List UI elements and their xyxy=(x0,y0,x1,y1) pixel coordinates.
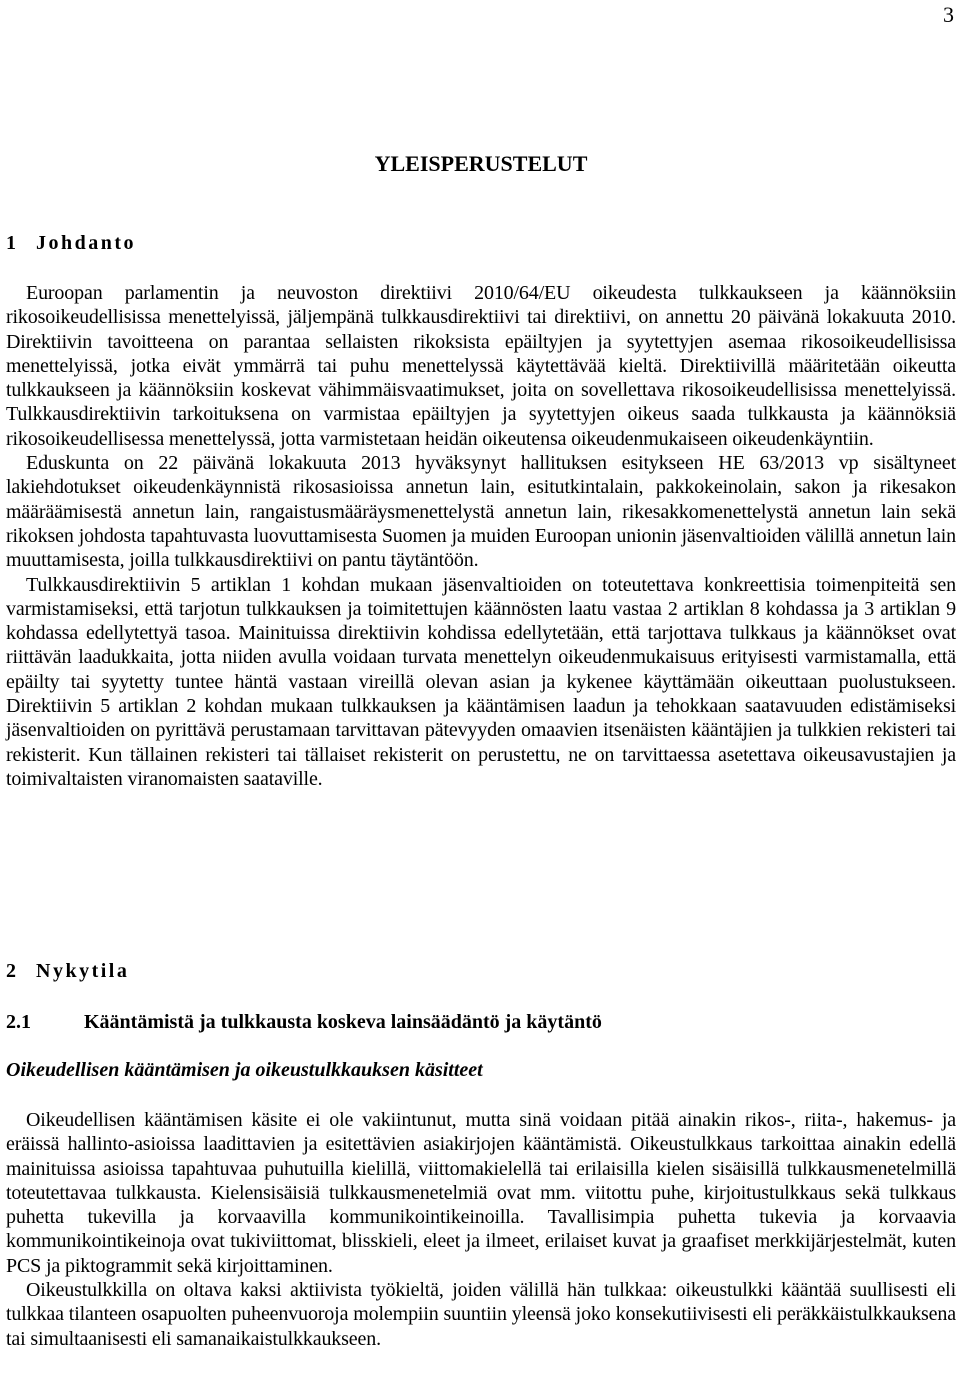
subsection-heading xyxy=(6,1009,602,1035)
paragraph: Tulkkausdirektiivin 5 artiklan 1 kohdan mukaan jäsenvaltioiden on toteutettava konkreettisia toimenpiteitä sen varmistamiseksi, että tarjotun tulkkauksen ja toimitettujen käännösten laatu vastaa 2 artiklan 8 kohdassa ja 3 artiklan 9 kohdassa edellytettyä tasoa. Mainituissa direktiivin kohdissa edellytetään, että tarjottava tulkkaus ja käännökset ovat riittävän laadukkaita, jotta niiden avulla voidaan turvata menettelyn oikeudenmukaisuus erityisesti varmistamalla, että epäilty tai syytetty tuntee häntä vastaan vireillä olevan asian ja kykenee käyttämään oikeuttaan puolustukseen. Direktiivin 5 artiklan 2 kohdan mukaan tulkkauksen ja kääntämisen laadun ja tehokkaan saatavuuden edistämiseksi jäsenvaltioiden on pyrittävä perustamaan tarvittavan pätevyyden omaavien itsenäisten kääntäjien ja tulkkien rekisteri tai rekisterit. Kun tällainen rekisteri tai tällaiset rekisterit on perustettu, ne on tarvittaessa asetettava oikeusavustajien ja toimivaltaisten viranomaisten saataville. xyxy=(6,573,956,790)
paragraph: Oikeudellisen kääntämisen käsite ei ole vakiintunut, mutta sinä voidaan pitää ainakin rikos-, riita-, hakemus- ja eräissä hallinto-asioissa laadittavien ja esitettävien asiakirjojen kääntämistä. Oikeustulkkaus tarkoittaa ainakin edellä mainituissa asioissa tapahtuvaa puhutuilla kielillä, viittomakielellä tai erilaisilla kielen sisäisillä tulkkausmenetelmillä toteutettavaa tulkkausta. Kielensisäisiä tulkkausmenetelmiä ovat mm. viitottu puhe, kirjoitustulkkaus sekä tulkkaus puhetta tukevilla ja korvaavilla kommunikointikeinoilla. Tavallisimpia puhetta tukevia ja korvaavia kommunikointikeinoja ovat tukiviittomat, blisskieli, eleet ja ilmeet, erilaiset kuvat ja graafiset merkkijärjestelmät, kuten PCS ja piktogrammit sekä kirjoittaminen. xyxy=(6,1109,956,1277)
concepts-text-block xyxy=(6,1108,956,1351)
paragraph: Eduskunta on 22 päivänä lokakuuta 2013 hyväksynyt hallituksen esitykseen HE 63/2013 vp sisältyneet lakiehdotukset oikeudenkäynnistä rikosasioissa annetun lain, esitutkintalain, pakkokeinolain, sakon ja rikesakon määräämisestä annetun lain, rangaistusmääräysmenettelystä annetun lain, rikesakkomenettelystä annetun lain sekä rikoksen johdosta tapahtuvasta luovuttamisesta Suomen ja muiden Euroopan unionin jäsenvaltioiden välillä annetun lain muuttamisesta, joilla tulkkausdirektiivi on pantu täytäntöön. xyxy=(6,452,956,572)
section-heading-nykytila xyxy=(6,958,129,984)
section-number: 2 xyxy=(6,960,16,982)
section-heading-johdanto xyxy=(6,230,136,256)
subsection-number: 2.1 xyxy=(6,1011,31,1033)
paragraph: Euroopan parlamentin ja neuvoston direktiivi 2010/64/EU oikeudesta tulkkaukseen ja käännöksiin rikosoikeudellisissa menettelyissä, jäljempänä tulkkausdirektiivi tai direktiivi, on annettu 20 päivänä lokakuuta 2010. Direktiivin tavoitteena on parantaa sellaisten rikoksista epäiltyjen ja syytettyjen asemaa rikosoikeudellisissa menettelyissä, jotka eivät ymmärrä tai puhu menettelyssä käytettävää kieltä. Direktiivillä määritetään oikeutta tulkkaukseen ja käännöksiin koskevat vähimmäisvaatimukset, joita on sovellettava rikosoikeudellisissa menettelyissä. Tulkkausdirektiivin tarkoituksena on varmistaa epäiltyjen ja syytettyjen oikeus saada tulkkausta ja käännöksiä rikosoikeudellisessa menettelyssä, jotta varmistetaan heidän oikeutensa oikeudenmukaiseen oikeudenkäyntiin. xyxy=(6,282,956,450)
intro-text-block xyxy=(6,281,956,791)
subsection-title: Kääntämistä ja tulkkausta koskeva lainsäädäntö ja käytäntö xyxy=(84,1011,602,1033)
section-title: Nykytila xyxy=(36,960,130,982)
document-title: YLEISPERUSTELUT xyxy=(374,151,588,176)
italic-subheading: Oikeudellisen kääntämisen ja oikeustulkkauksen käsitteet xyxy=(6,1059,483,1081)
paragraph: Oikeustulkkilla on oltava kaksi aktiivista työkieltä, joiden välillä hän tulkkaa: oikeustulkki kääntää suullisesti eli tulkkaa tilanteen osapuolten puheenvuoroja molempiin suuntiin yleensä joko konsekutiivisesti eli peräkkäistulkkauksena tai simultaanisesti eli samanaikaistulkkaukseen. xyxy=(6,1279,956,1350)
section-number: 1 xyxy=(6,232,16,254)
page-number: 3 xyxy=(943,2,954,27)
section-title: Johdanto xyxy=(36,232,137,254)
